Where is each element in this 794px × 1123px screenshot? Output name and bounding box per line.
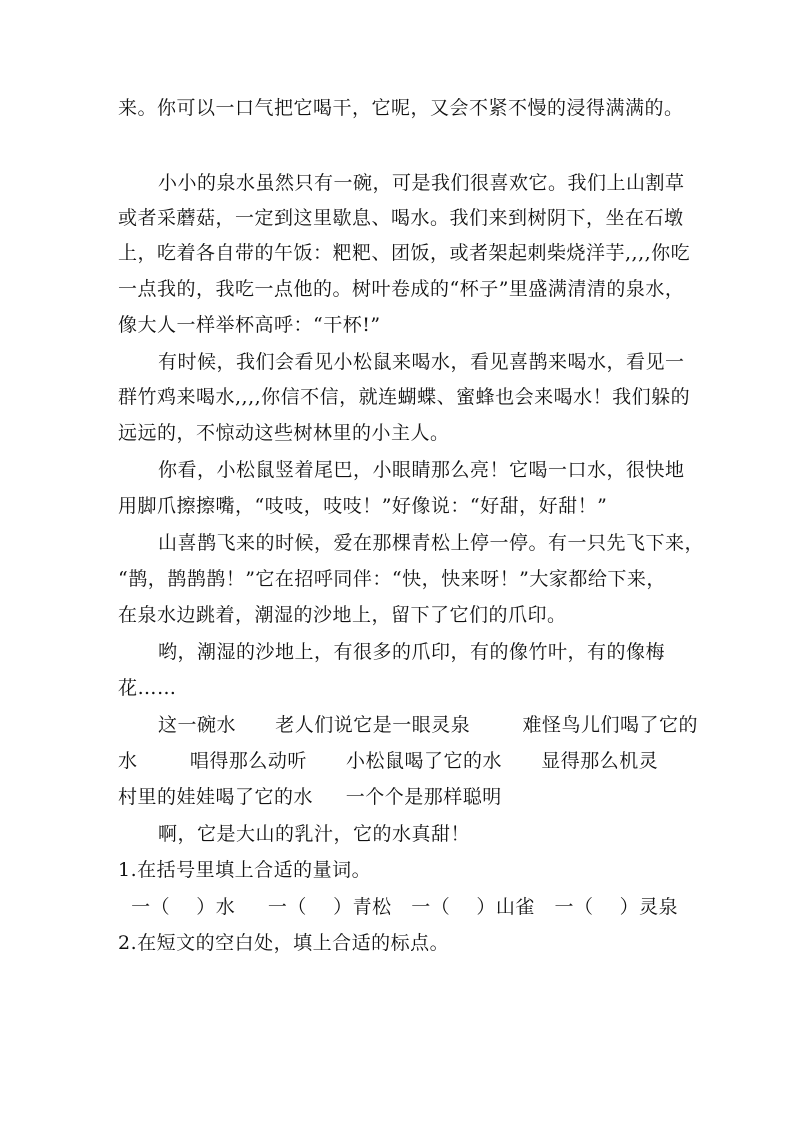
- paragraph-line: 有时候，我们会看见小松鼠来喝水，看见喜鹊来喝水，看见一: [158, 351, 685, 373]
- paragraph-line: 群竹鸡来喝水,,,,你信不信，就连蝴蝶、蜜蜂也会来喝水！我们躲的: [118, 386, 691, 408]
- paragraph-line: 啊，它是大山的乳汁，它的水真甜！: [158, 823, 471, 845]
- paragraph-line: 小小的泉水虽然只有一碗，可是我们很喜欢它。我们上山割草: [158, 172, 685, 194]
- paragraph-line: 或者采蘑菇，一定到这里歇息、喝水。我们来到树阴下，坐在石墩: [118, 207, 684, 229]
- unpunctuated-line: 水 唱得那么动听 小松鼠喝了它的水 显得那么机灵: [118, 750, 659, 772]
- question-2: 2.在短文的空白处，填上合适的标点。: [118, 932, 450, 954]
- unpunctuated-line: 村里的娃娃喝了它的水 一个个是那样聪明: [118, 786, 502, 808]
- paragraph-line: 用脚爪擦擦嘴，“吱吱，吱吱！”好像说：“好甜，好甜！”: [118, 495, 608, 517]
- paragraph-line: 上，吃着各自带的午饭：粑粑、团饭，或者架起刺柴烧洋芋,,,,你吃: [118, 242, 691, 264]
- question-1: 1.在括号里填上合适的量词。: [118, 859, 372, 881]
- paragraph-line: “鹊，鹊鹊鹊！”它在招呼同伴：“快，快来呀！”大家都给下来，: [118, 568, 666, 590]
- unpunctuated-line: 这一碗水 老人们说它是一眼灵泉 难怪鸟儿们喝了它的: [158, 714, 699, 736]
- paragraph-line: 山喜鹊飞来的时候，爱在那棵青松上停一停。有一只先飞下来，: [158, 532, 705, 554]
- paragraph-line: 远远的，不惊动这些树林里的小主人。: [118, 422, 450, 444]
- paragraph-line: 花……: [118, 677, 177, 699]
- paragraph-line: 像大人一样举杯高呼：“干杯!”: [118, 314, 381, 336]
- question-1-blanks: 一（ ）水 一（ ）青松 一（ ）山雀 一（ ）灵泉: [118, 896, 679, 918]
- paragraph-line: 一点我的，我吃一点他的。树叶卷成的“杯子”里盛满清清的泉水，: [118, 278, 685, 300]
- paragraph-line: 你看，小松鼠竖着尾巴，小眼睛那么亮！它喝一口水，很快地: [158, 459, 685, 481]
- text-line: 来。你可以一口气把它喝干，它呢，又会不紧不慢的浸得满满的。: [118, 97, 684, 119]
- paragraph-line: 在泉水边跳着，潮湿的沙地上，留下了它们的爪印。: [118, 604, 567, 626]
- paragraph-line: 哟，潮湿的沙地上，有很多的爪印，有的像竹叶，有的像梅: [158, 641, 666, 663]
